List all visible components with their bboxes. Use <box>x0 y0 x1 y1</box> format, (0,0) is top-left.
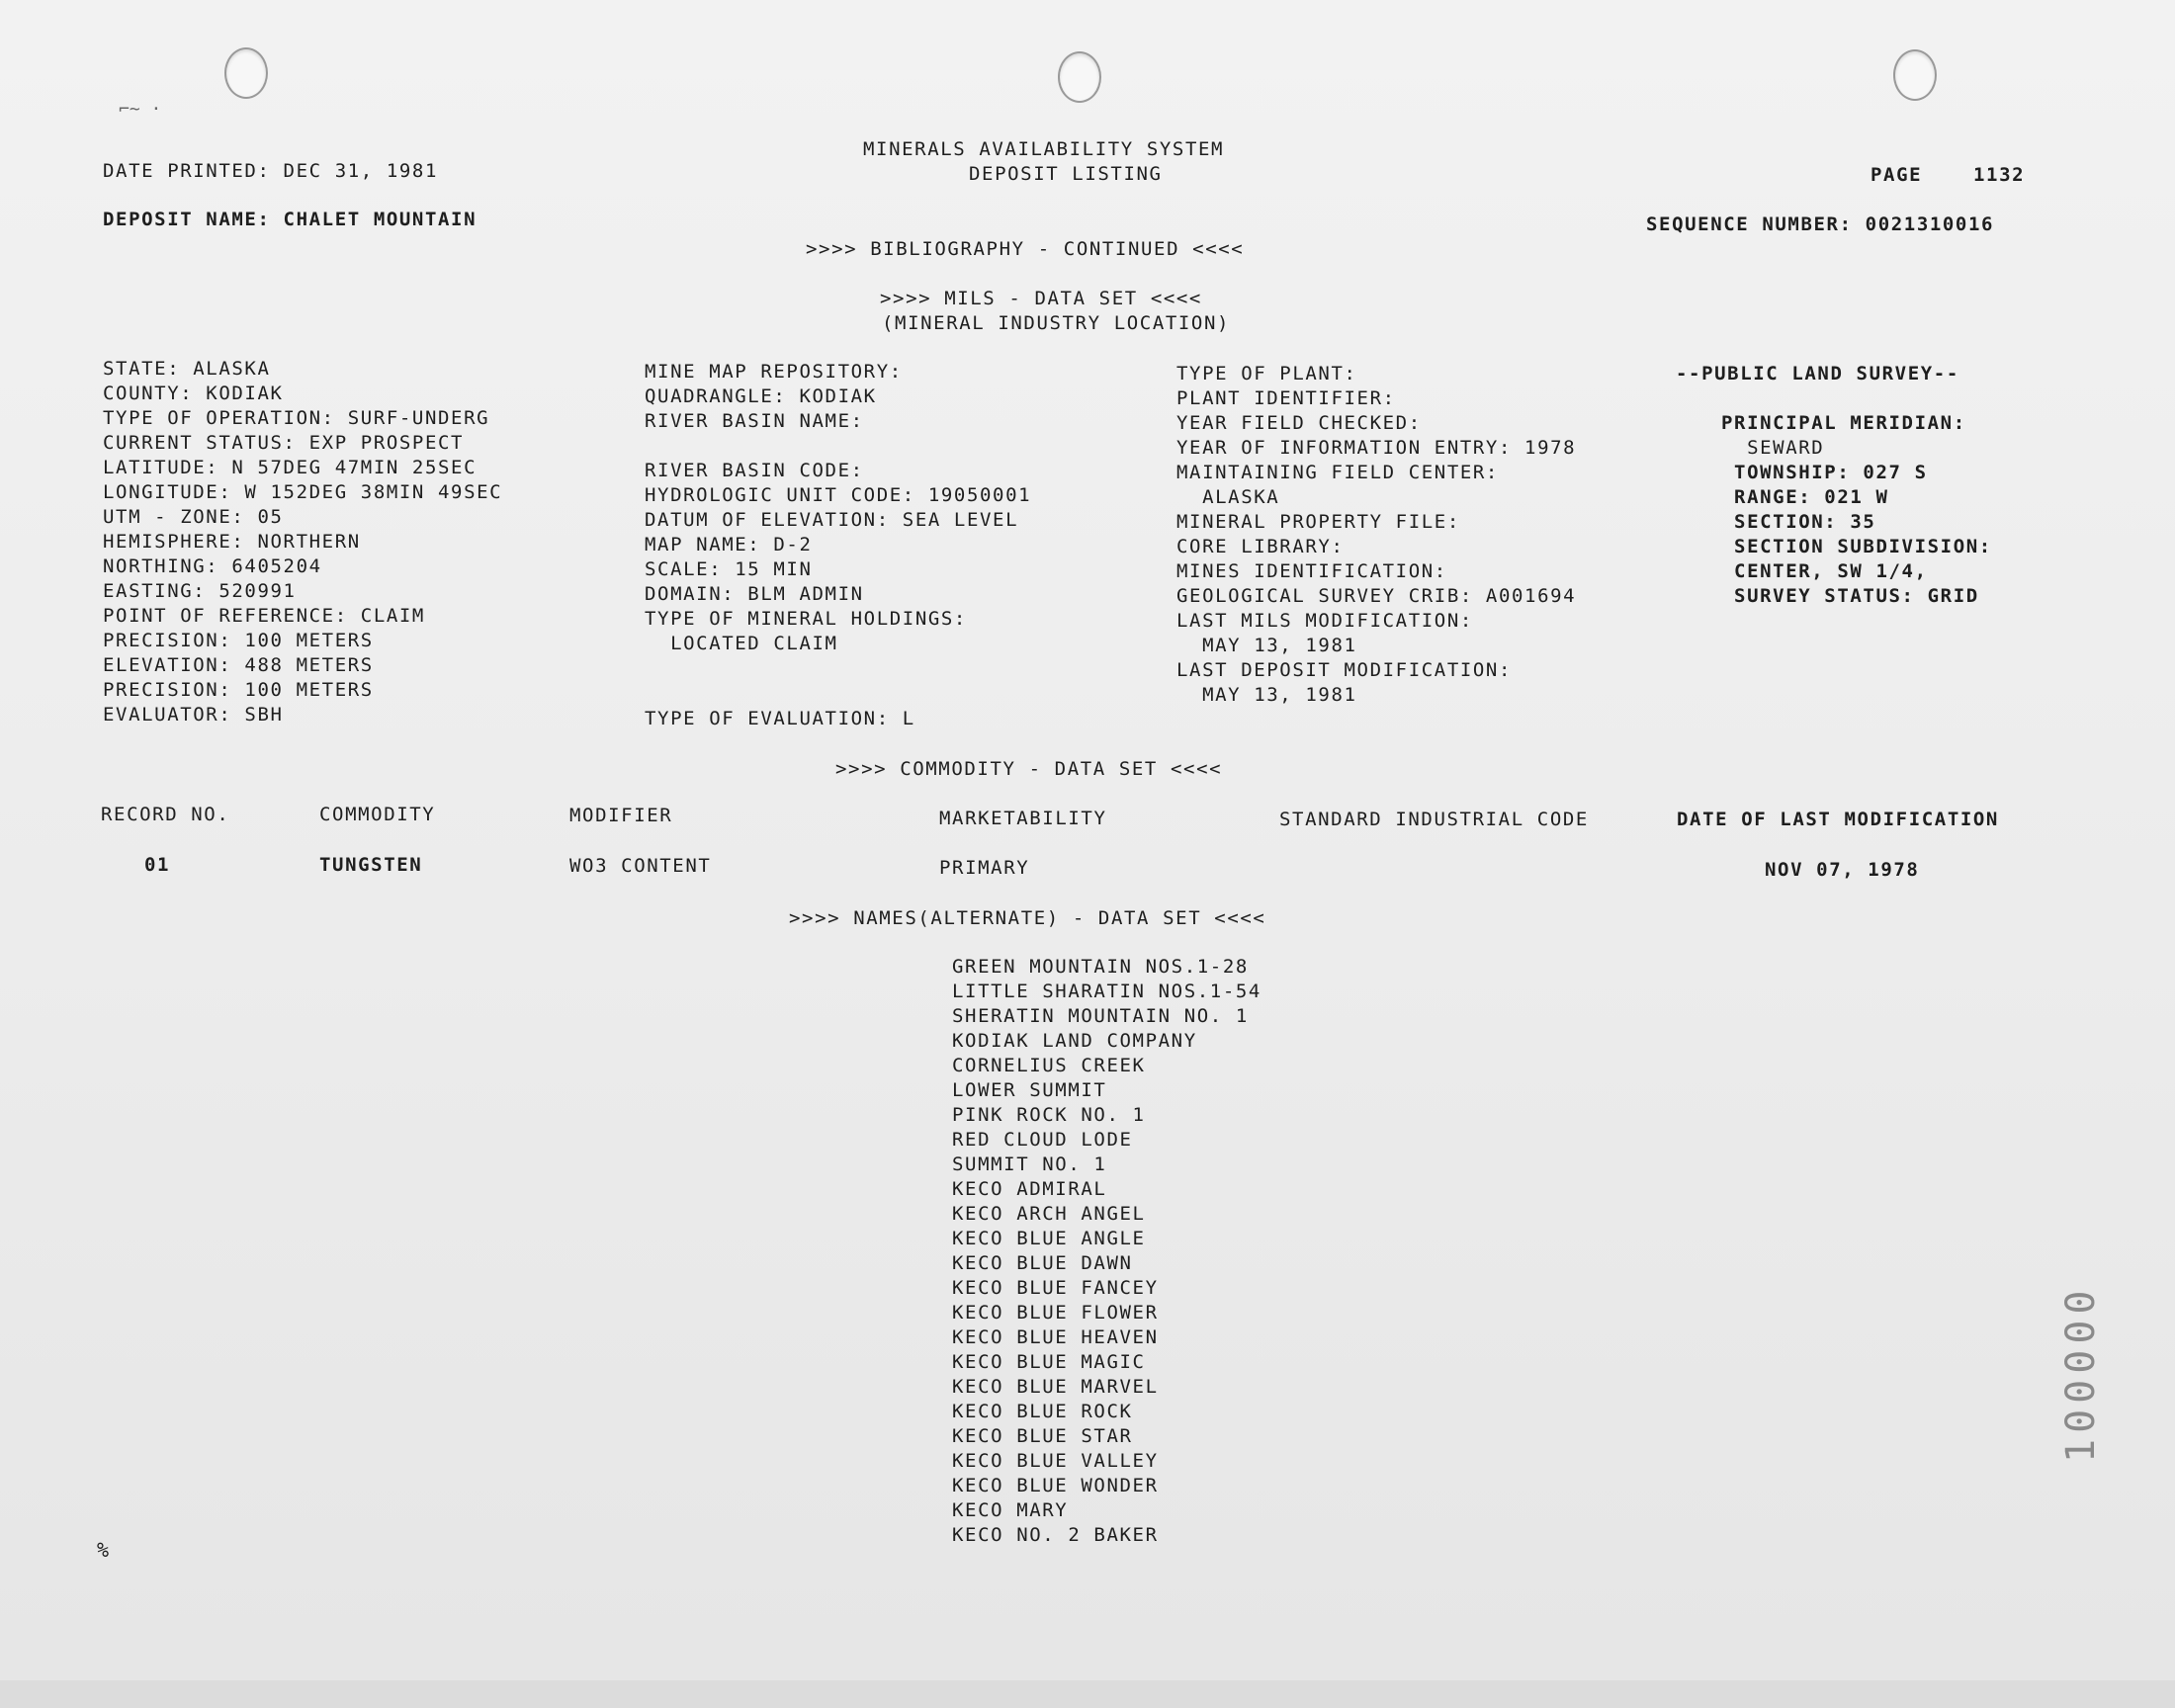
field-line: LONGITUDE: W 152DEG 38MIN 49SEC <box>103 481 503 503</box>
field-line: COUNTY: KODIAK <box>103 383 284 404</box>
field-line: MAY 13, 1981 <box>1176 635 1357 656</box>
names-heading: >>>> NAMES(ALTERNATE) - DATA SET <<<< <box>789 907 1266 929</box>
field-line: SEWARD <box>1721 437 1825 459</box>
sequence-number: SEQUENCE NUMBER: 0021310016 <box>1646 214 1995 235</box>
field-line: MAINTAINING FIELD CENTER: <box>1176 462 1499 483</box>
mils-heading: >>>> MILS - DATA SET <<<< <box>880 288 1202 309</box>
page-label: PAGE <box>1870 164 1923 186</box>
location-column-4 <box>1721 411 1992 609</box>
field-line: POINT OF REFERENCE: CLAIM <box>103 605 425 627</box>
punch-hole-center <box>1058 51 1101 103</box>
field-line: PRECISION: 100 METERS <box>103 630 374 651</box>
field-line: DOMAIN: BLM ADMIN <box>645 583 864 605</box>
field-line: SECTION: 35 <box>1721 511 1876 533</box>
list-item: KECO BLUE ANGLE <box>952 1228 1146 1249</box>
field-line: HEMISPHERE: NORTHERN <box>103 531 361 553</box>
field-line: LOCATED CLAIM <box>645 633 838 654</box>
field-line: MINES IDENTIFICATION: <box>1176 560 1447 582</box>
list-item: KODIAK LAND COMPANY <box>952 1030 1197 1052</box>
location-column-3 <box>1176 362 1576 708</box>
column-header-marketability: MARKETABILITY <box>939 808 1107 829</box>
list-item: LITTLE SHARATIN NOS.1-54 <box>952 981 1262 1002</box>
list-item: KECO MARY <box>952 1499 1069 1521</box>
footer-mark: % <box>97 1538 110 1562</box>
list-item: SHERATIN MOUNTAIN NO. 1 <box>952 1005 1249 1027</box>
column-header-commodity: COMMODITY <box>319 804 436 825</box>
list-item: KECO NO. 2 BAKER <box>952 1524 1159 1546</box>
column-header-date: DATE OF LAST MODIFICATION <box>1677 809 1999 830</box>
column-header-record: RECORD NO. <box>101 804 230 825</box>
list-item: SUMMIT NO. 1 <box>952 1153 1107 1175</box>
list-item: KECO BLUE DAWN <box>952 1252 1133 1274</box>
field-line: HYDROLOGIC UNIT CODE: 19050001 <box>645 484 1032 506</box>
field-line: RIVER BASIN CODE: <box>645 460 864 481</box>
field-line: RIVER BASIN NAME: <box>645 410 864 432</box>
list-item: KECO BLUE MARVEL <box>952 1376 1159 1398</box>
field-line: STATE: ALASKA <box>103 358 271 380</box>
commodity-name: TUNGSTEN <box>319 854 423 876</box>
field-line: ELEVATION: 488 METERS <box>103 654 374 676</box>
list-item: PINK ROCK NO. 1 <box>952 1104 1146 1126</box>
side-stamp: 100000 <box>2058 1284 2104 1464</box>
list-item: KECO BLUE VALLEY <box>952 1450 1159 1472</box>
alternate-names-list <box>952 955 1262 1548</box>
list-item: CORNELIUS CREEK <box>952 1055 1146 1076</box>
field-line: QUADRANGLE: KODIAK <box>645 385 877 407</box>
field-line: MAY 13, 1981 <box>1176 684 1357 706</box>
list-item: KECO ADMIRAL <box>952 1178 1107 1200</box>
field-line: TYPE OF MINERAL HOLDINGS: <box>645 608 967 630</box>
date-printed: DATE PRINTED: DEC 31, 1981 <box>103 160 439 182</box>
field-line: RANGE: 021 W <box>1721 486 1889 508</box>
public-land-survey-heading: --PUBLIC LAND SURVEY-- <box>1676 363 1959 384</box>
field-line: PRECISION: 100 METERS <box>103 679 374 701</box>
field-line: CURRENT STATUS: EXP PROSPECT <box>103 432 465 454</box>
column-header-sic: STANDARD INDUSTRIAL CODE <box>1279 809 1589 830</box>
field-line: SCALE: 15 MIN <box>645 558 813 580</box>
field-line: PRINCIPAL MERIDIAN: <box>1721 412 1966 434</box>
field-line: DATUM OF ELEVATION: SEA LEVEL <box>645 509 1019 531</box>
field-line: LAST MILS MODIFICATION: <box>1176 610 1473 632</box>
pencil-smudge: ⌐~ · <box>119 99 162 120</box>
list-item: LOWER SUMMIT <box>952 1079 1107 1101</box>
list-item: RED CLOUD LODE <box>952 1129 1133 1151</box>
listing-title: DEPOSIT LISTING <box>969 163 1163 185</box>
field-line: YEAR OF INFORMATION ENTRY: 1978 <box>1176 437 1577 459</box>
commodity-heading: >>>> COMMODITY - DATA SET <<<< <box>835 758 1223 780</box>
field-line: CORE LIBRARY: <box>1176 536 1345 557</box>
punch-hole-right <box>1893 49 1937 101</box>
page-number: 1132 <box>1973 164 2026 186</box>
field-line: TYPE OF PLANT: <box>1176 363 1357 384</box>
punch-hole-left <box>224 47 268 99</box>
commodity-record-no: 01 <box>144 854 171 876</box>
field-line: YEAR FIELD CHECKED: <box>1176 412 1422 434</box>
field-line <box>645 434 1031 459</box>
field-line: LAST DEPOSIT MODIFICATION: <box>1176 659 1513 681</box>
field-line: PLANT IDENTIFIER: <box>1176 387 1396 409</box>
list-item: KECO BLUE STAR <box>952 1425 1133 1447</box>
system-title: MINERALS AVAILABILITY SYSTEM <box>863 138 1225 160</box>
field-line: MAP NAME: D-2 <box>645 534 813 555</box>
field-line: ALASKA <box>1176 486 1280 508</box>
list-item: KECO BLUE HEAVEN <box>952 1326 1159 1348</box>
field-line: EASTING: 520991 <box>103 580 297 602</box>
list-item: KECO BLUE MAGIC <box>952 1351 1146 1373</box>
field-line: NORTHING: 6405204 <box>103 555 322 577</box>
column-header-modifier: MODIFIER <box>569 805 673 826</box>
list-item: KECO BLUE WONDER <box>952 1475 1159 1496</box>
commodity-modifier: WO3 CONTENT <box>569 855 712 877</box>
deposit-name: DEPOSIT NAME: CHALET MOUNTAIN <box>103 209 478 230</box>
bibliography-heading: >>>> BIBLIOGRAPHY - CONTINUED <<<< <box>806 238 1245 260</box>
scan-bottom-edge <box>0 1680 2175 1708</box>
commodity-date: NOV 07, 1978 <box>1765 859 1920 881</box>
list-item: KECO BLUE FLOWER <box>952 1302 1159 1324</box>
type-of-evaluation: TYPE OF EVALUATION: L <box>645 708 915 729</box>
commodity-marketability: PRIMARY <box>939 857 1030 879</box>
field-line: TYPE OF OPERATION: SURF-UNDERG <box>103 407 490 429</box>
field-line: CENTER, SW 1/4, <box>1721 560 1928 582</box>
field-line: TOWNSHIP: 027 S <box>1721 462 1928 483</box>
list-item: KECO BLUE FANCEY <box>952 1277 1159 1299</box>
field-line: SECTION SUBDIVISION: <box>1721 536 1992 557</box>
field-line: MINE MAP REPOSITORY: <box>645 361 903 383</box>
field-line: LATITUDE: N 57DEG 47MIN 25SEC <box>103 457 478 478</box>
mils-subheading: (MINERAL INDUSTRY LOCATION) <box>882 312 1231 334</box>
field-line: MINERAL PROPERTY FILE: <box>1176 511 1460 533</box>
field-line: UTM - ZONE: 05 <box>103 506 284 528</box>
location-column-1 <box>103 357 502 727</box>
list-item: GREEN MOUNTAIN NOS.1-28 <box>952 956 1249 978</box>
field-line: EVALUATOR: SBH <box>103 704 284 726</box>
field-line: GEOLOGICAL SURVEY CRIB: A001694 <box>1176 585 1577 607</box>
list-item: KECO ARCH ANGEL <box>952 1203 1146 1225</box>
field-line: SURVEY STATUS: GRID <box>1721 585 1979 607</box>
location-column-2 <box>645 360 1031 656</box>
list-item: KECO BLUE ROCK <box>952 1401 1133 1422</box>
